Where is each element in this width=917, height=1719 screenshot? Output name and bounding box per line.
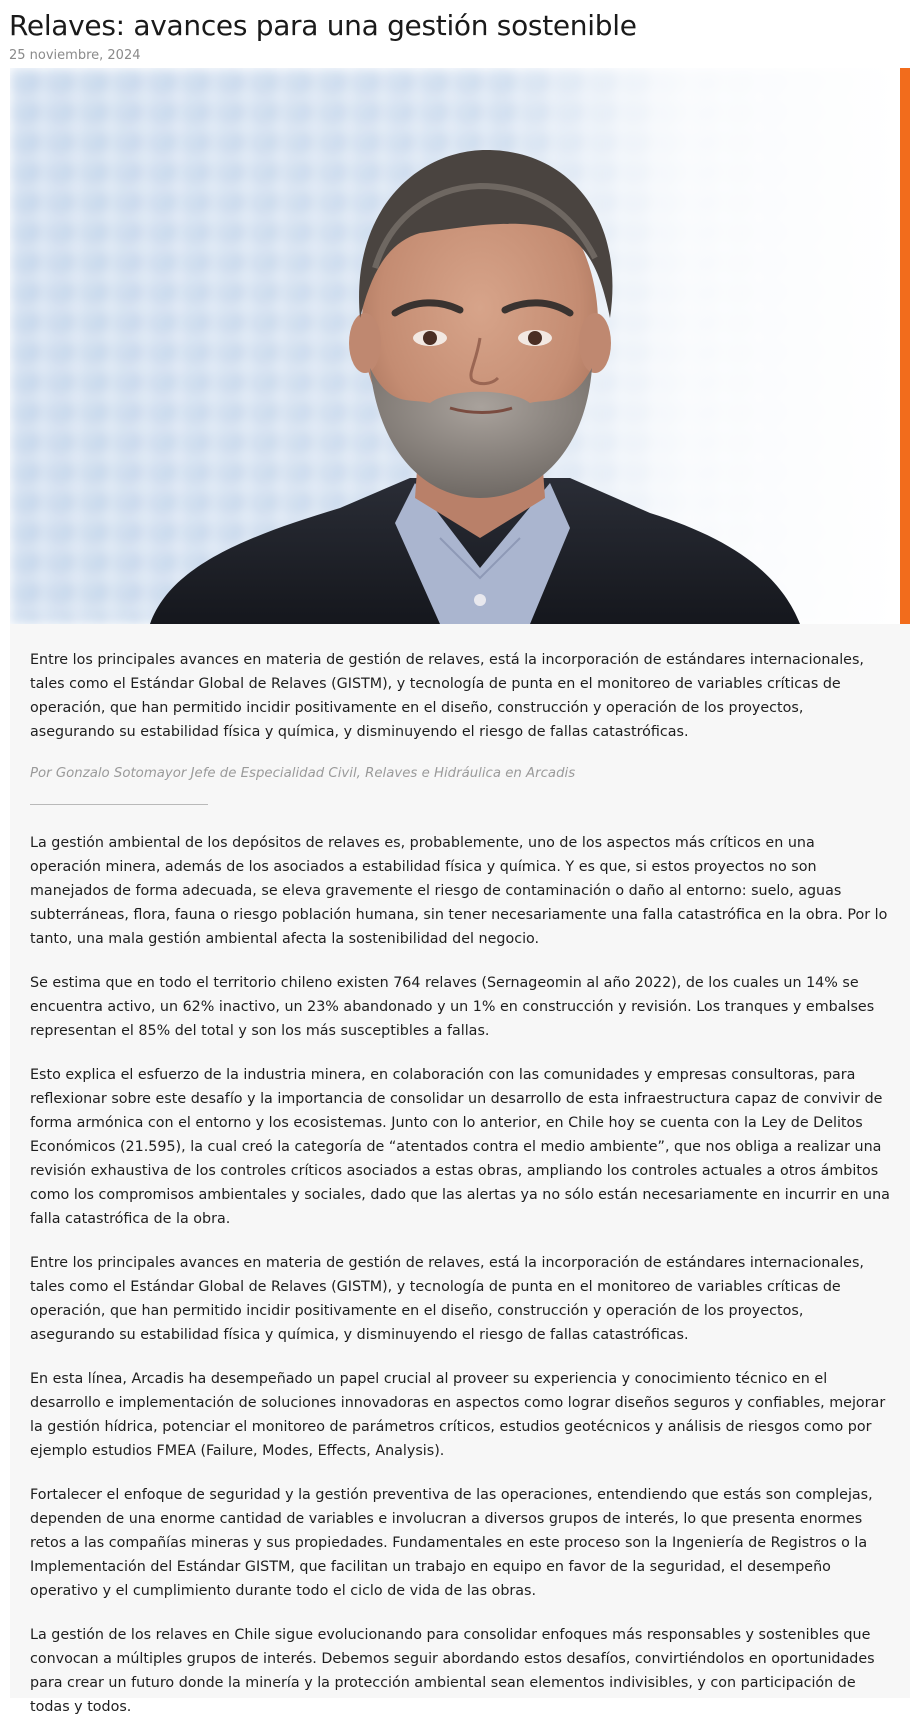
article-paragraph: En esta línea, Arcadis ha desempeñado un papel crucial al proveer su experiencia y conocimiento técnico en el desarrollo e implementación de soluciones innovadoras en aspectos como lograr diseños seguros y confiables, mejorar la gestión hídrica, potenciar el monitoreo de parámetros críticos, estudios geotécnicos y análisis de riesgos como por ejemplo estudios FMEA (Failure, Modes, Effects, Analysis).	[30, 1371, 886, 1459]
article-paragraph: Entre los principales avances en materia de gestión de relaves, está la incorporación de estándares internacionales, tales como el Estándar Global de Relaves (GISTM), y tecnología de punta en el monitoreo de variables críticas de operación, que han permitido incidir positivamente en el diseño, construcción y operación de los proyectos, asegurando su estabilidad física y química, y disminuyendo el riesgo de fallas catastróficas.	[30, 1255, 864, 1343]
article-paragraph: La gestión de los relaves en Chile sigue evolucionando para consolidar enfoques más responsables y sostenibles que convocan a múltiples grupos de interés. Debemos seguir abordando estos desafíos, convirtiéndolos en oportunidades para crear un futuro donde la minería y la protección ambiental sean elementos indivisibles, y con participación de todas y todos.	[30, 1627, 875, 1715]
article-paragraph: Esto explica el esfuerzo de la industria minera, en colaboración con las comunidades y empresas consultoras, para reflexionar sobre este desafío y la importancia de consolidar un desarrollo de esta infraestructura capaz de convivir de forma armónica con el entorno y los ecosistemas. Junto con lo anterior, en Chile hoy se cuenta con la Ley de Delitos Económicos (21.595), la cual creó la categoría de “atentados contra el medio ambiente”, que nos obliga a realizar una revisión exhaustiva de los controles críticos asociados a estas obras, ampliando los controles actuales a otros ámbitos como los compromisos ambientales y sociales, dado que las alertas ya no sólo están necesariamente en incurrir en una falla catastrófica de la obra.	[30, 1067, 890, 1227]
article-body	[10, 624, 910, 1715]
article-title: Relaves: avances para una gestión sostenible	[9, 9, 637, 42]
article-paragraph: Fortalecer el enfoque de seguridad y la gestión preventiva de las operaciones, entendiendo que estás son complejas, dependen de una enorme cantidad de variables e involucran a diversos grupos de interés, lo que presenta enormes retos a las compañías mineras y sus propiedades. Fundamentales en este proceso son la Ingeniería de Registros o la Implementación del Estándar GISTM, que facilitan un trabajo en equipo en favor de la seguridad, el desempeño operativo y el cumplimiento durante todo el ciclo de vida de las obras.	[30, 1487, 873, 1599]
hero-portrait-image	[10, 68, 900, 624]
divider	[30, 804, 208, 805]
portrait-photo-icon	[10, 68, 900, 624]
article-lead: Entre los principales avances en materia de gestión de relaves, está la incorporación de estándares internacionales, tales como el Estándar Global de Relaves (GISTM), y tecnología de punta en el monitoreo de variables críticas de operación, que han permitido incidir positivamente en el diseño, construcción y operación de los proyectos, asegurando su estabilidad física y química, y disminuyendo el riesgo de fallas catastróficas.	[30, 652, 864, 740]
article-paragraph: Se estima que en todo el territorio chileno existen 764 relaves (Sernageomin al año 2022), de los cuales un 14% se encuentra activo, un 62% inactivo, un 23% abandonado y un 1% en construcción y revisión. Los tranques y embalses representan el 85% del total y son los más susceptibles a fallas.	[30, 975, 875, 1039]
article-paragraph: La gestión ambiental de los depósitos de relaves es, probablemente, uno de los aspectos más críticos en una operación minera, además de los asociados a estabilidad física y química. Y es que, si estos proyectos no son manejados de forma adecuada, se eleva gravemente el riesgo de contaminación o daño al entorno: suelo, aguas subterráneas, flora, fauna o riesgo población humana, sin tener necesariamente una falla catastrófica en la obra. Por lo tanto, una mala gestión ambiental afecta la sostenibilidad del negocio.	[30, 835, 888, 947]
article-date: 25 noviembre, 2024	[9, 48, 141, 63]
accent-bar	[900, 68, 910, 626]
article-byline: Por Gonzalo Sotomayor Jefe de Especialidad Civil, Relaves e Hidráulica en Arcadis	[30, 766, 576, 781]
